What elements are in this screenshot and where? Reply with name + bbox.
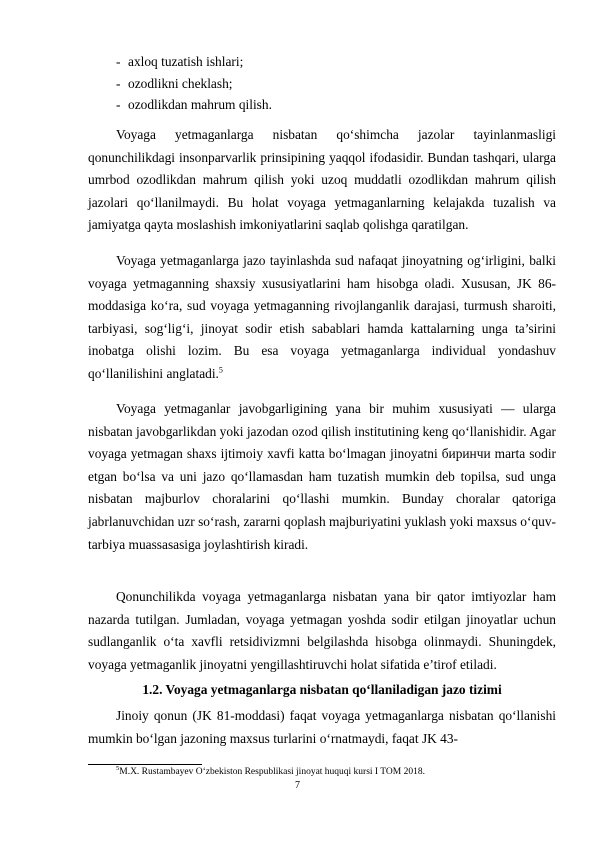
footnote-marker: 5 bbox=[116, 764, 120, 772]
paragraph-text: Voyaga yetmaganlarga jazo tayinlashda sud nafaqat jinoyatning og‘irligini, balki voyaga yetmaganning shaxsiy xususiyatlarini ham hisobga oladi. Xususan, JK 86-moddasiga ko‘ra, sud voyaga yetmaganning rivojlanganlik darajasi, turmush sharoiti, tarbiyasi, sog‘lig‘i, jinoyat sodir etish sabablari hamda kattalarning unga ta’sirini inobatga olishi lozim. Bu esa voyaga yetmaganlarga individual yondashuv qo‘llanilishini anglatadi. bbox=[88, 253, 556, 381]
paragraph-text: Jinoiy qonun (JK 81-moddasi) faqat voyaga yetmaganlarga nisbatan qo‘llanishi mumkin bo‘lgan jazoning maxsus turlarini o‘rnatmaydi, faqat JK 43- bbox=[88, 708, 556, 746]
paragraph bbox=[88, 250, 556, 386]
paragraph bbox=[88, 398, 556, 556]
list-item-text: ozodlikni cheklash; bbox=[128, 75, 233, 91]
list-item-text: ozodlikdan mahrum qilish. bbox=[128, 97, 272, 112]
paragraph-text: Qonunchilikda voyaga yetmaganlarga nisbatan yana bir qator imtiyozlar ham nazarda tutilgan. Jumladan, voyaga yetmagan yoshda sodir etilgan jinoyatlar uchun sudlanganlik o‘ta xavfli retsidivizmni belgilashda hisobga olinmaydi. Shuningdek, voyaga yetmaganlik jinoyatni yengillashtiruvchi holat sifatida e’tirof etiladi. bbox=[88, 589, 556, 672]
page-number: 7 bbox=[295, 780, 300, 791]
list-item bbox=[116, 94, 556, 116]
list-dash: - bbox=[116, 75, 121, 91]
list-item bbox=[116, 73, 556, 95]
punishment-list bbox=[116, 51, 556, 116]
footnote-reference[interactable]: 5 bbox=[218, 365, 223, 375]
paragraph-text: Voyaga yetmaganlar javobgarligining yana bir muhim xususiyati — ularga nisbatan javobgarlikdan yoki jazodan ozod qilish institutining keng qo‘llanishidir. Agar voyaga yetmagan shaxs ijtimoiy xavfi katta bo‘lmagan jinoyatni биринчи marta sodir etgan bo‘lsa va uni jazo qo‘llamasdan ham tuzatish mumkin deb topilsa, sud unga nisbatan majburlov choralarini qo‘llashi mumkin. Bunday choralar qatoriga jabrlanuvchidan uzr so‘rash, zararni qoplash majburiyatini yuklash yoki maxsus o‘quv-tarbiya muassasasiga joylashtirish kiradi. bbox=[88, 401, 556, 552]
paragraph bbox=[88, 705, 556, 750]
footnote bbox=[116, 766, 425, 778]
footnote-divider bbox=[88, 764, 202, 765]
paragraph bbox=[88, 124, 556, 237]
section-heading: 1.2. Voyaga yetmaganlarga nisbatan qo‘llaniladigan jazo tizimi bbox=[142, 682, 502, 697]
list-dash: - bbox=[116, 54, 121, 69]
paragraph-text: Voyaga yetmaganlarga nisbatan qo‘shimcha jazolar tayinlanmasligi qonunchilikdagi insonparvarlik prinsipining yaqqol ifodasidir. Bundan tashqari, ularga umrbod ozodlikdan mahrum qilish yoki uzoq muddatli ozodlikdan mahrum qilish jazolari qo‘llanilmaydi. Bu holat voyaga yetmaganlarning kelajakda tuzalish va jamiyatga qayta moslashish imkoniyatlarini saqlab qolishga qaratilgan. bbox=[88, 127, 556, 233]
list-item bbox=[116, 51, 556, 73]
footnote-text: M.X. Rustambayev O‘zbekiston Respublikasi jinoyat huquqi kursi I TOM 2018. bbox=[119, 767, 425, 777]
list-dash: - bbox=[116, 97, 121, 112]
paragraph bbox=[88, 586, 556, 676]
list-item-text: axloq tuzatish ishlari; bbox=[128, 54, 244, 69]
